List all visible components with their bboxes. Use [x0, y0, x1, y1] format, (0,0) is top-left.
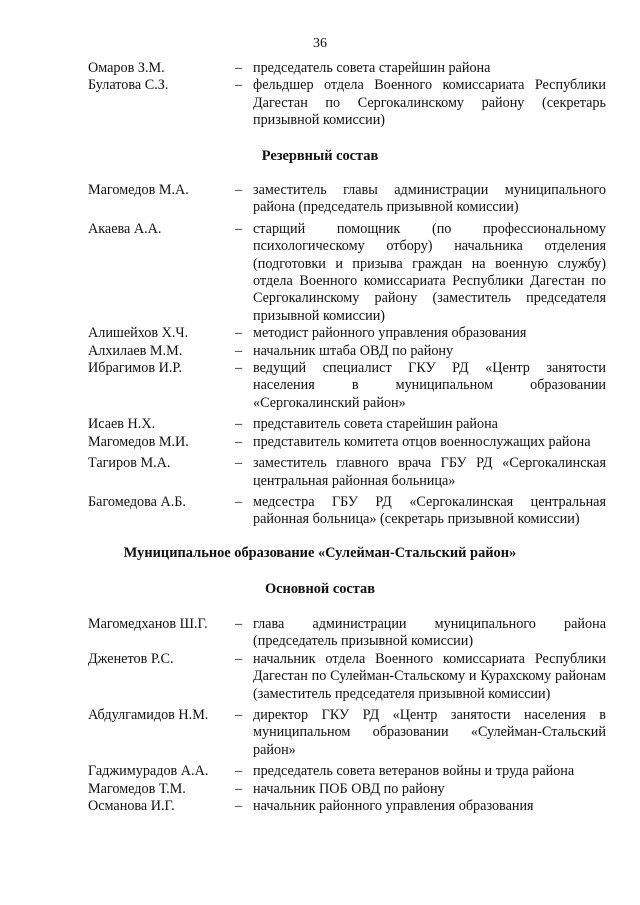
list-item: [88, 781, 606, 798]
member-role: методист районного управления образования: [253, 325, 527, 342]
member-name: Дженетов Р.С.: [88, 650, 174, 667]
member-role: ведущий специалист ГКУ РД «Центр занятости населения в муниципальном образовании «Сергокалинский район»: [253, 360, 606, 411]
member-role: фельдшер отдела Военного комиссариата Республики Дагестан по Сергокалинскому району (секретарь призывной комиссии): [253, 77, 606, 129]
member-role: начальник ПОБ ОВД по району: [253, 780, 445, 797]
member-role: медсестра ГБУ РД «Сергокалинская центральная районная больница» (секретарь призывной комиссии): [253, 493, 606, 528]
dash: –: [235, 360, 243, 377]
page-number: 36: [313, 36, 327, 51]
member-role: старщий помощник (по профессиональному психологическому отбору) начальника отделения (подготовки и призыва граждан на военную службу) отдела Военного комиссариата Республики Дагестан по Сергокалинскому району (заместитель председателя призывной комиссии): [253, 220, 606, 324]
dash: –: [235, 77, 243, 94]
dash: –: [235, 798, 243, 815]
dash: –: [235, 455, 243, 472]
dash: –: [235, 342, 243, 359]
dash: –: [235, 325, 243, 342]
list-item: [88, 616, 606, 651]
member-name: Магомедов М.А.: [88, 182, 189, 198]
list-item: [88, 455, 606, 490]
member-name: Булатова С.З.: [88, 77, 169, 94]
member-role: начальник отдела Военного комиссариата Республики Дагестан по Сулейман-Стальскому и Курахскому районам (заместитель председателя призывной комиссии): [253, 650, 606, 702]
member-name: Магомедханов Ш.Г.: [88, 616, 208, 632]
member-role: заместитель главы администрации муниципального района (председатель призывной комиссии): [253, 182, 606, 216]
list-item: [88, 494, 606, 529]
list-item: [88, 77, 606, 129]
list-item: [88, 798, 606, 815]
member-list-top: [88, 60, 606, 130]
list-item: [88, 221, 606, 325]
dash: –: [235, 220, 243, 237]
dash: –: [235, 493, 243, 510]
member-name: Магомедов М.И.: [88, 433, 189, 450]
list-item: [88, 651, 606, 703]
dash: –: [235, 707, 243, 724]
member-role: начальник штаба ОВД по району: [253, 342, 454, 359]
member-role: представитель совета старейшин района: [253, 416, 498, 433]
list-item: [88, 343, 606, 360]
dash: –: [235, 763, 243, 780]
section-heading-main: Основной состав: [264, 581, 376, 597]
dash: –: [235, 60, 243, 76]
list-item: [88, 434, 606, 451]
dash: –: [235, 433, 243, 450]
member-name: Исаев Н.Х.: [88, 416, 156, 433]
member-role: глава администрации муниципального района (председатель призывной комиссии): [253, 616, 606, 650]
dash: –: [235, 616, 243, 632]
list-item: [88, 182, 606, 217]
dash: –: [235, 416, 243, 433]
member-name: Багомедова А.Б.: [88, 493, 186, 510]
member-name: Алхилаев М.М.: [88, 342, 183, 359]
member-role: председатель совета старейшин района: [253, 60, 491, 76]
member-name: Омаров З.М.: [88, 60, 165, 76]
member-name: Акаева А.А.: [88, 220, 162, 237]
list-item: [88, 763, 606, 780]
list-item: [88, 707, 606, 759]
section-heading-reserve: Резервный состав: [261, 148, 379, 164]
member-name: Тагиров М.А.: [88, 455, 171, 472]
list-item: [88, 416, 606, 433]
dash: –: [235, 650, 243, 667]
list-item: [88, 60, 606, 77]
member-name: Магомедов Т.М.: [88, 780, 186, 797]
member-name: Гаджимурадов А.А.: [88, 763, 209, 780]
member-name: Абдулгамидов Н.М.: [88, 707, 209, 724]
member-list-main: [88, 616, 606, 815]
dash: –: [235, 780, 243, 797]
list-item: [88, 325, 606, 342]
member-name: Османова И.Г.: [88, 798, 175, 815]
member-name: Ибрагимов И.Р.: [88, 360, 183, 377]
member-role: начальник районного управления образования: [253, 798, 534, 815]
member-role: директор ГКУ РД «Центр занятости населения в муниципальном образовании «Сулейман-Стальский район»: [253, 707, 606, 758]
member-name: Алишейхов Х.Ч.: [88, 325, 189, 342]
section-heading-municipality: Муниципальное образование «Сулейман-Стальский район»: [123, 545, 517, 561]
member-role: председатель совета ветеранов войны и труда района: [253, 763, 575, 780]
member-role: заместитель главного врача ГБУ РД «Сергокалинская центральная районная больница»: [253, 455, 606, 489]
member-role: представитель комитета отцов военнослужащих района: [253, 433, 591, 450]
member-list-reserve: [88, 182, 606, 529]
dash: –: [235, 182, 243, 198]
list-item: [88, 360, 606, 412]
